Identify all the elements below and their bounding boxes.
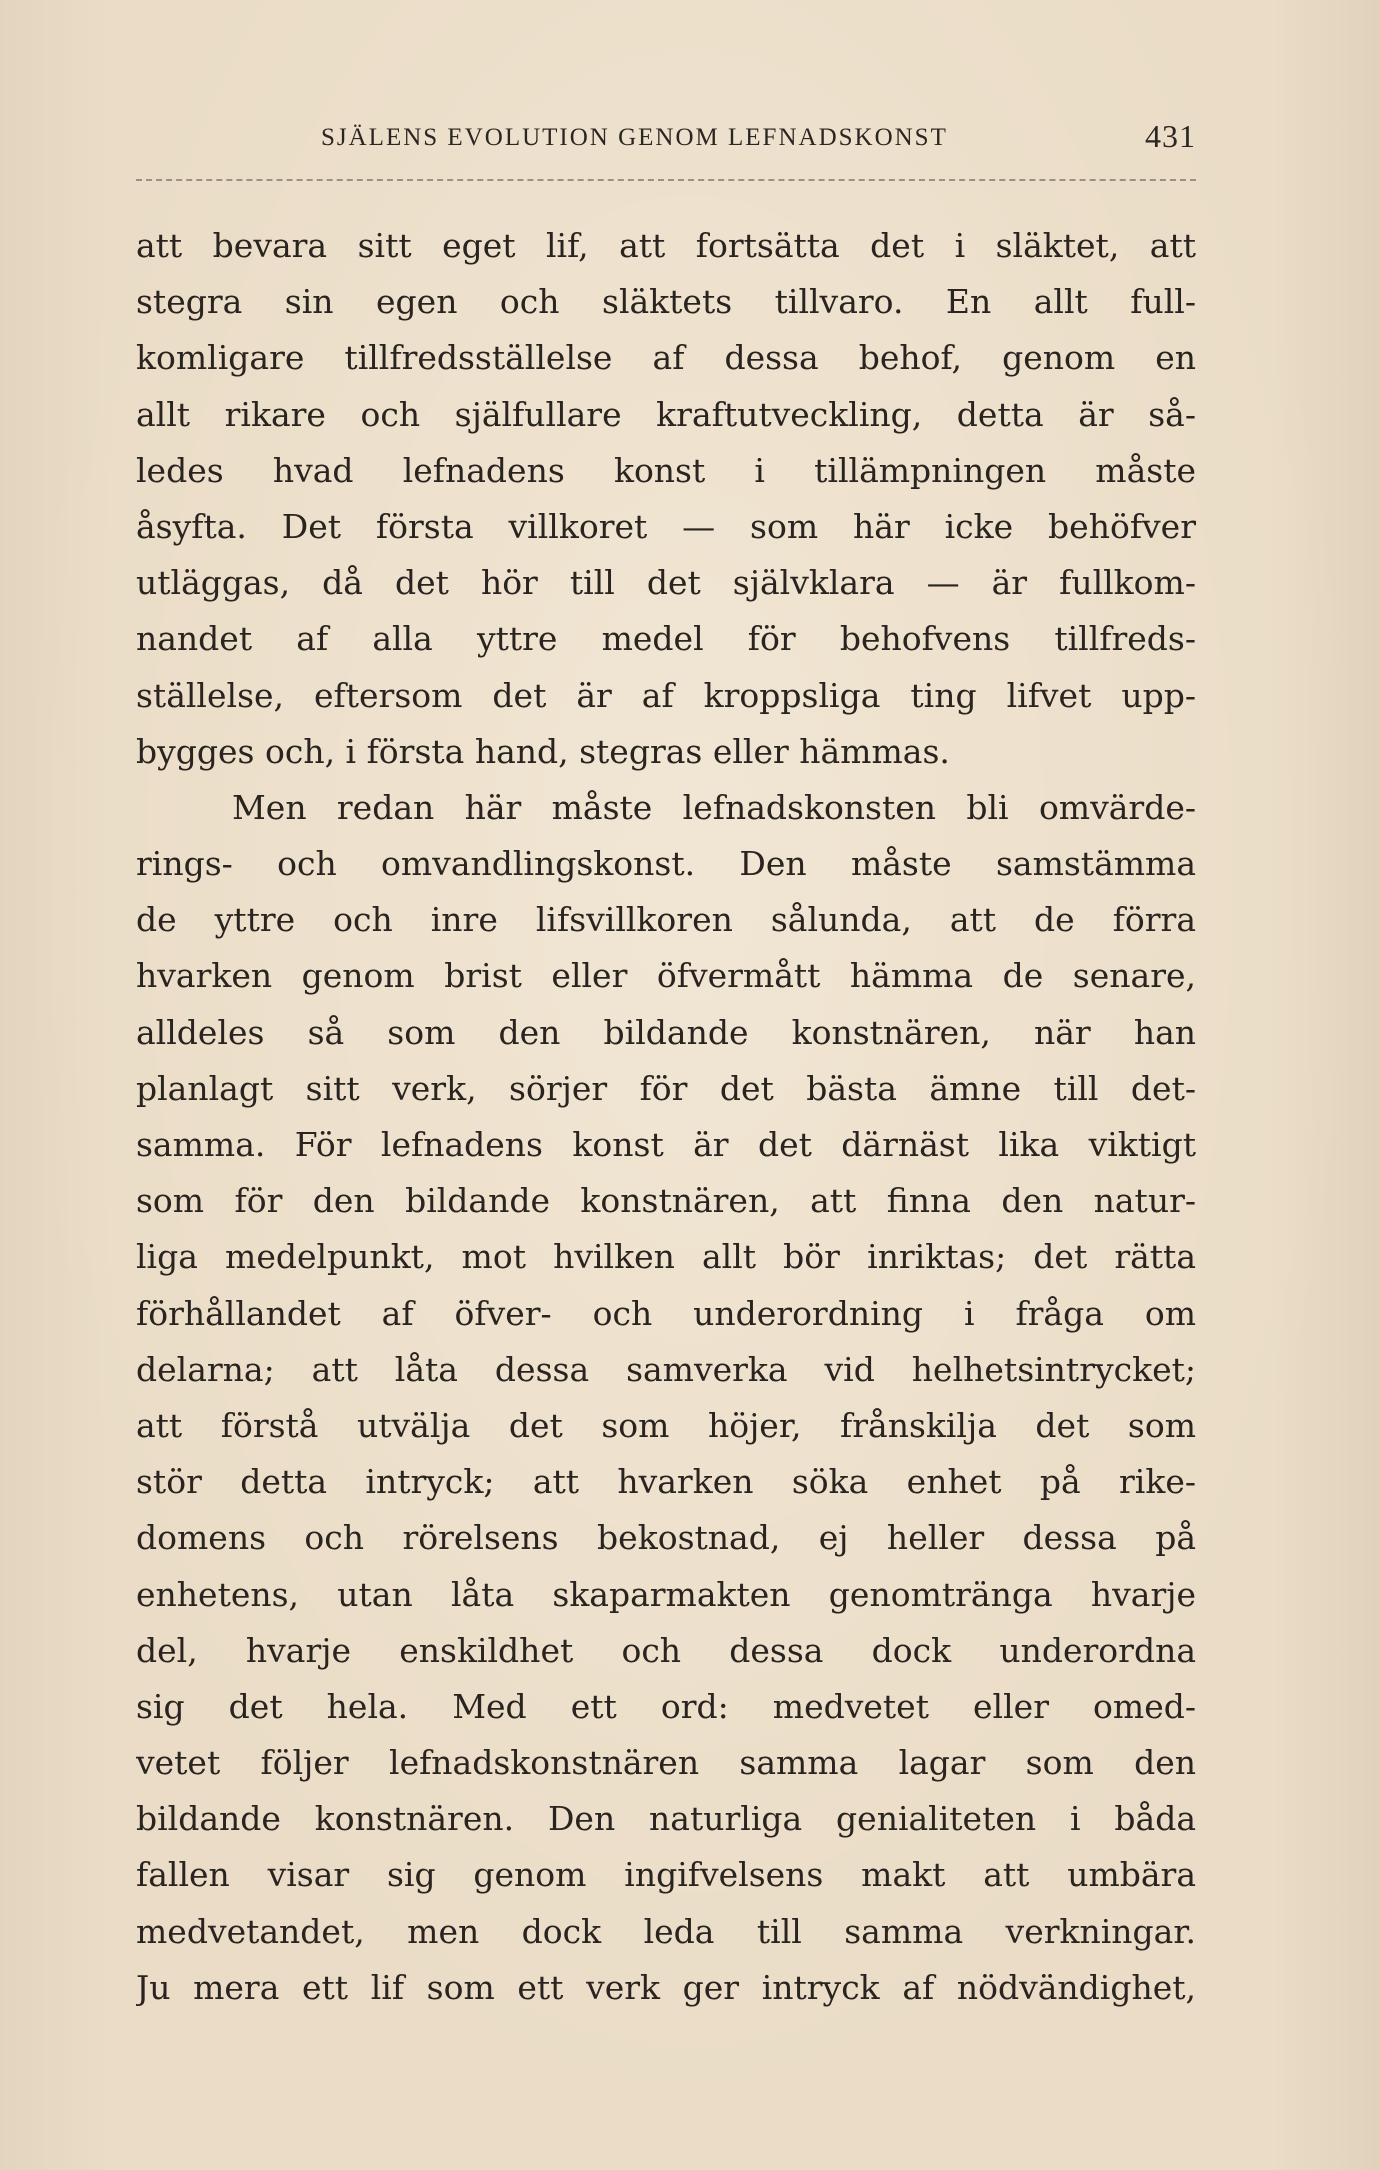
text-line: rings- och omvandlingskonst. Den måste samstämma bbox=[136, 844, 1196, 884]
text-line: allt rikare och själfullare kraftutveckling, detta är så- bbox=[136, 394, 1196, 434]
text-line: planlagt sitt verk, sörjer för det bästa ämne till det- bbox=[136, 1068, 1196, 1108]
text-line: åsyfta. Det första villkoret — som här icke behöfver bbox=[136, 506, 1196, 546]
text-line: stör detta intryck; att hvarken söka enhet på rike- bbox=[136, 1462, 1196, 1502]
text-line: bygges och, i första hand, stegras eller hämmas. bbox=[136, 731, 950, 771]
text-line: hvarken genom brist eller öfvermått hämma de senare, bbox=[136, 956, 1196, 996]
text-line: fallen visar sig genom ingifvelsens makt att umbära bbox=[136, 1855, 1196, 1895]
text-line: samma. För lefnadens konst är det därnäst lika viktigt bbox=[136, 1125, 1196, 1164]
text-line: alldeles så som den bildande konstnären, när han bbox=[136, 1012, 1196, 1052]
text-line: sig det hela. Med ett ord: medvetet eller omed- bbox=[136, 1686, 1196, 1726]
text-line: komligare tillfredsställelse af dessa behof, genom en bbox=[136, 338, 1196, 378]
text-line: nandet af alla yttre medel för behofvens tillfreds- bbox=[136, 619, 1196, 659]
text-line: enhetens, utan låta skaparmakten genomtränga hvarje bbox=[136, 1574, 1196, 1614]
text-line: Ju mera ett lif som ett verk ger intryck af nödvändighet, bbox=[136, 1967, 1196, 2007]
text-line: delarna; att låta dessa samverka vid helhetsintrycket; bbox=[136, 1349, 1196, 1389]
running-title: SJÄLENS EVOLUTION GENOM LEFNADSKONST bbox=[321, 124, 948, 151]
text-line: stegra sin egen och släktets tillvaro. En allt full- bbox=[136, 282, 1196, 322]
text-line: de yttre och inre lifsvillkoren sålunda, att de förra bbox=[136, 900, 1196, 940]
text-line: förhållandet af öfver- och underordning i fråga om bbox=[136, 1293, 1196, 1333]
text-line: ledes hvad lefnadens konst i tillämpningen måste bbox=[136, 450, 1196, 490]
text-line: ställelse, eftersom det är af kroppsliga ting lifvet upp- bbox=[136, 675, 1196, 715]
text-line: vetet följer lefnadskonstnären samma lagar som den bbox=[136, 1743, 1196, 1783]
text-line: del, hvarje enskildhet och dessa dock underordna bbox=[136, 1630, 1196, 1670]
header-rule bbox=[136, 179, 1196, 181]
page-number: 431 bbox=[1145, 118, 1196, 154]
text-line: liga medelpunkt, mot hvilken allt bör inriktas; det rätta bbox=[136, 1237, 1196, 1277]
text-line: Men redan här måste lefnadskonsten bli omvärde- bbox=[232, 787, 1196, 827]
text-line: medvetandet, men dock leda till samma verkningar. bbox=[136, 1911, 1196, 1951]
text-line: att förstå utvälja det som höjer, frånskilja det som bbox=[136, 1405, 1196, 1445]
text-line: som för den bildande konstnären, att finna den natur- bbox=[136, 1181, 1196, 1221]
text-line: domens och rörelsens bekostnad, ej heller dessa på bbox=[136, 1518, 1196, 1558]
text-line: utläggas, då det hör till det självklara — är fullkom- bbox=[136, 563, 1196, 603]
text-line: bildande konstnären. Den naturliga genialiteten i båda bbox=[136, 1799, 1196, 1839]
page-header bbox=[136, 118, 1196, 184]
text-line: att bevara sitt eget lif, att fortsätta det i släktet, att bbox=[136, 226, 1196, 265]
body-text bbox=[136, 218, 1196, 2016]
